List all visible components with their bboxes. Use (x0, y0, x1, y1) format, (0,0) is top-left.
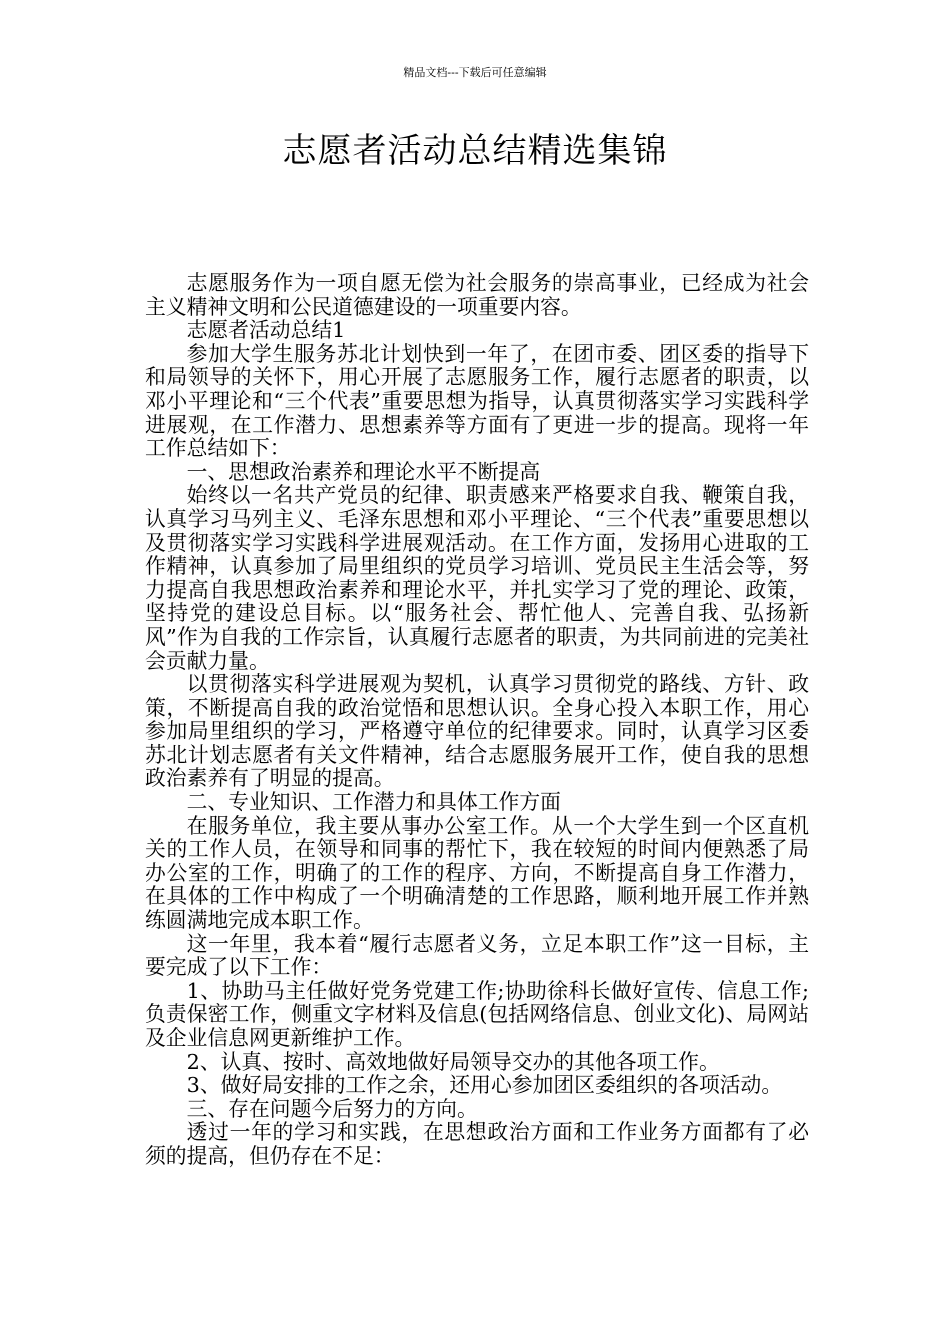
document-title: 志愿者活动总结精选集锦 (282, 131, 668, 171)
list-item: 1、协助马主任做好党务党建工作;协助徐科长做好宣传、信息工作;负责保密工作，侧重文字材料及信息(包括网络信息、创业文化)、局网站及企业信息网更新维护工作。 (145, 978, 809, 1050)
list-item: 3、做好局安排的工作之余，还用心参加团区委组织的各项活动。 (186, 1073, 783, 1098)
paragraph: 以贯彻落实科学进展观为契机，认真学习贯彻党的路线、方针、政策，不断提高自我的政治觉悟和思想认识。全身心投入本职工作，用心参加局里组织的学习，严格遵守单位的纪律要求。同时，认真学习区委苏北计划志愿者有关文件精神，结合志愿服务展开工作，使自我的思想政治素养有了明显的提高。 (145, 672, 809, 791)
paragraph-intro: 志愿服务作为一项自愿无偿为社会服务的崇高事业，已经成为社会主义精神文明和公民道德建设的一项重要内容。 (145, 271, 809, 319)
section-heading-2: 二、专业知识、工作潜力和具体工作方面 (186, 790, 561, 815)
paragraph: 在服务单位，我主要从事办公室工作。从一个大学生到一个区直机关的工作人员，在领导和同事的帮忙下，我在较短的时间内便熟悉了局办公室的工作，明确了的工作的程序、方向，不断提高自身工作潜力，在具体的工作中构成了一个明确清楚的工作思路，顺利地开展工作并熟练圆满地完成本职工作。 (145, 813, 809, 933)
header-note: 精品文档---下载后可任意编辑 (403, 66, 547, 79)
list-item: 2、认真、按时、高效地做好局领导交办的其他各项工作。 (186, 1049, 720, 1074)
paragraph: 参加大学生服务苏北计划快到一年了，在团市委、团区委的指导下和局领导的关怀下，用心开展了志愿服务工作，履行志愿者的职责，以邓小平理论和“三个代表”重要思想为指导，认真贯彻落实学习实践科学进展观，在工作潜力、思想素养等方面有了更进一步的提高。现将一年工作总结如下： (145, 341, 809, 461)
document-body (145, 272, 809, 1169)
paragraph: 这一年里，我本着“履行志愿者义务，立足本职工作”这一目标，主要完成了以下工作： (145, 931, 809, 980)
section-heading-3: 三、存在问题今后努力的方向。 (186, 1096, 478, 1121)
section-heading-summary-1: 志愿者活动总结1 (186, 318, 346, 343)
paragraph: 始终以一名共产党员的纪律、职责感来严格要求自我、鞭策自我，认真学习马列主义、毛泽东思想和邓小平理论、“三个代表”重要思想以及贯彻落实学习实践科学进展观活动。在工作方面，发扬用心进取的工作精神，认真参加了局里组织的党员学习培训、党员民主生活会等，努力提高自我思想政治素养和理论水平，并扎实学习了党的理论、政策，坚持党的建设总目标。以“服务社会、帮忙他人、完善自我、弘扬新风”作为自我的工作宗旨，认真履行志愿者的职责，为共同前进的完美社会贡献力量。 (145, 483, 809, 673)
section-heading-1: 一、思想政治素养和理论水平不断提高 (186, 459, 541, 484)
paragraph: 透过一年的学习和实践，在思想政治方面和工作业务方面都有了必须的提高，但仍存在不足： (145, 1120, 809, 1168)
